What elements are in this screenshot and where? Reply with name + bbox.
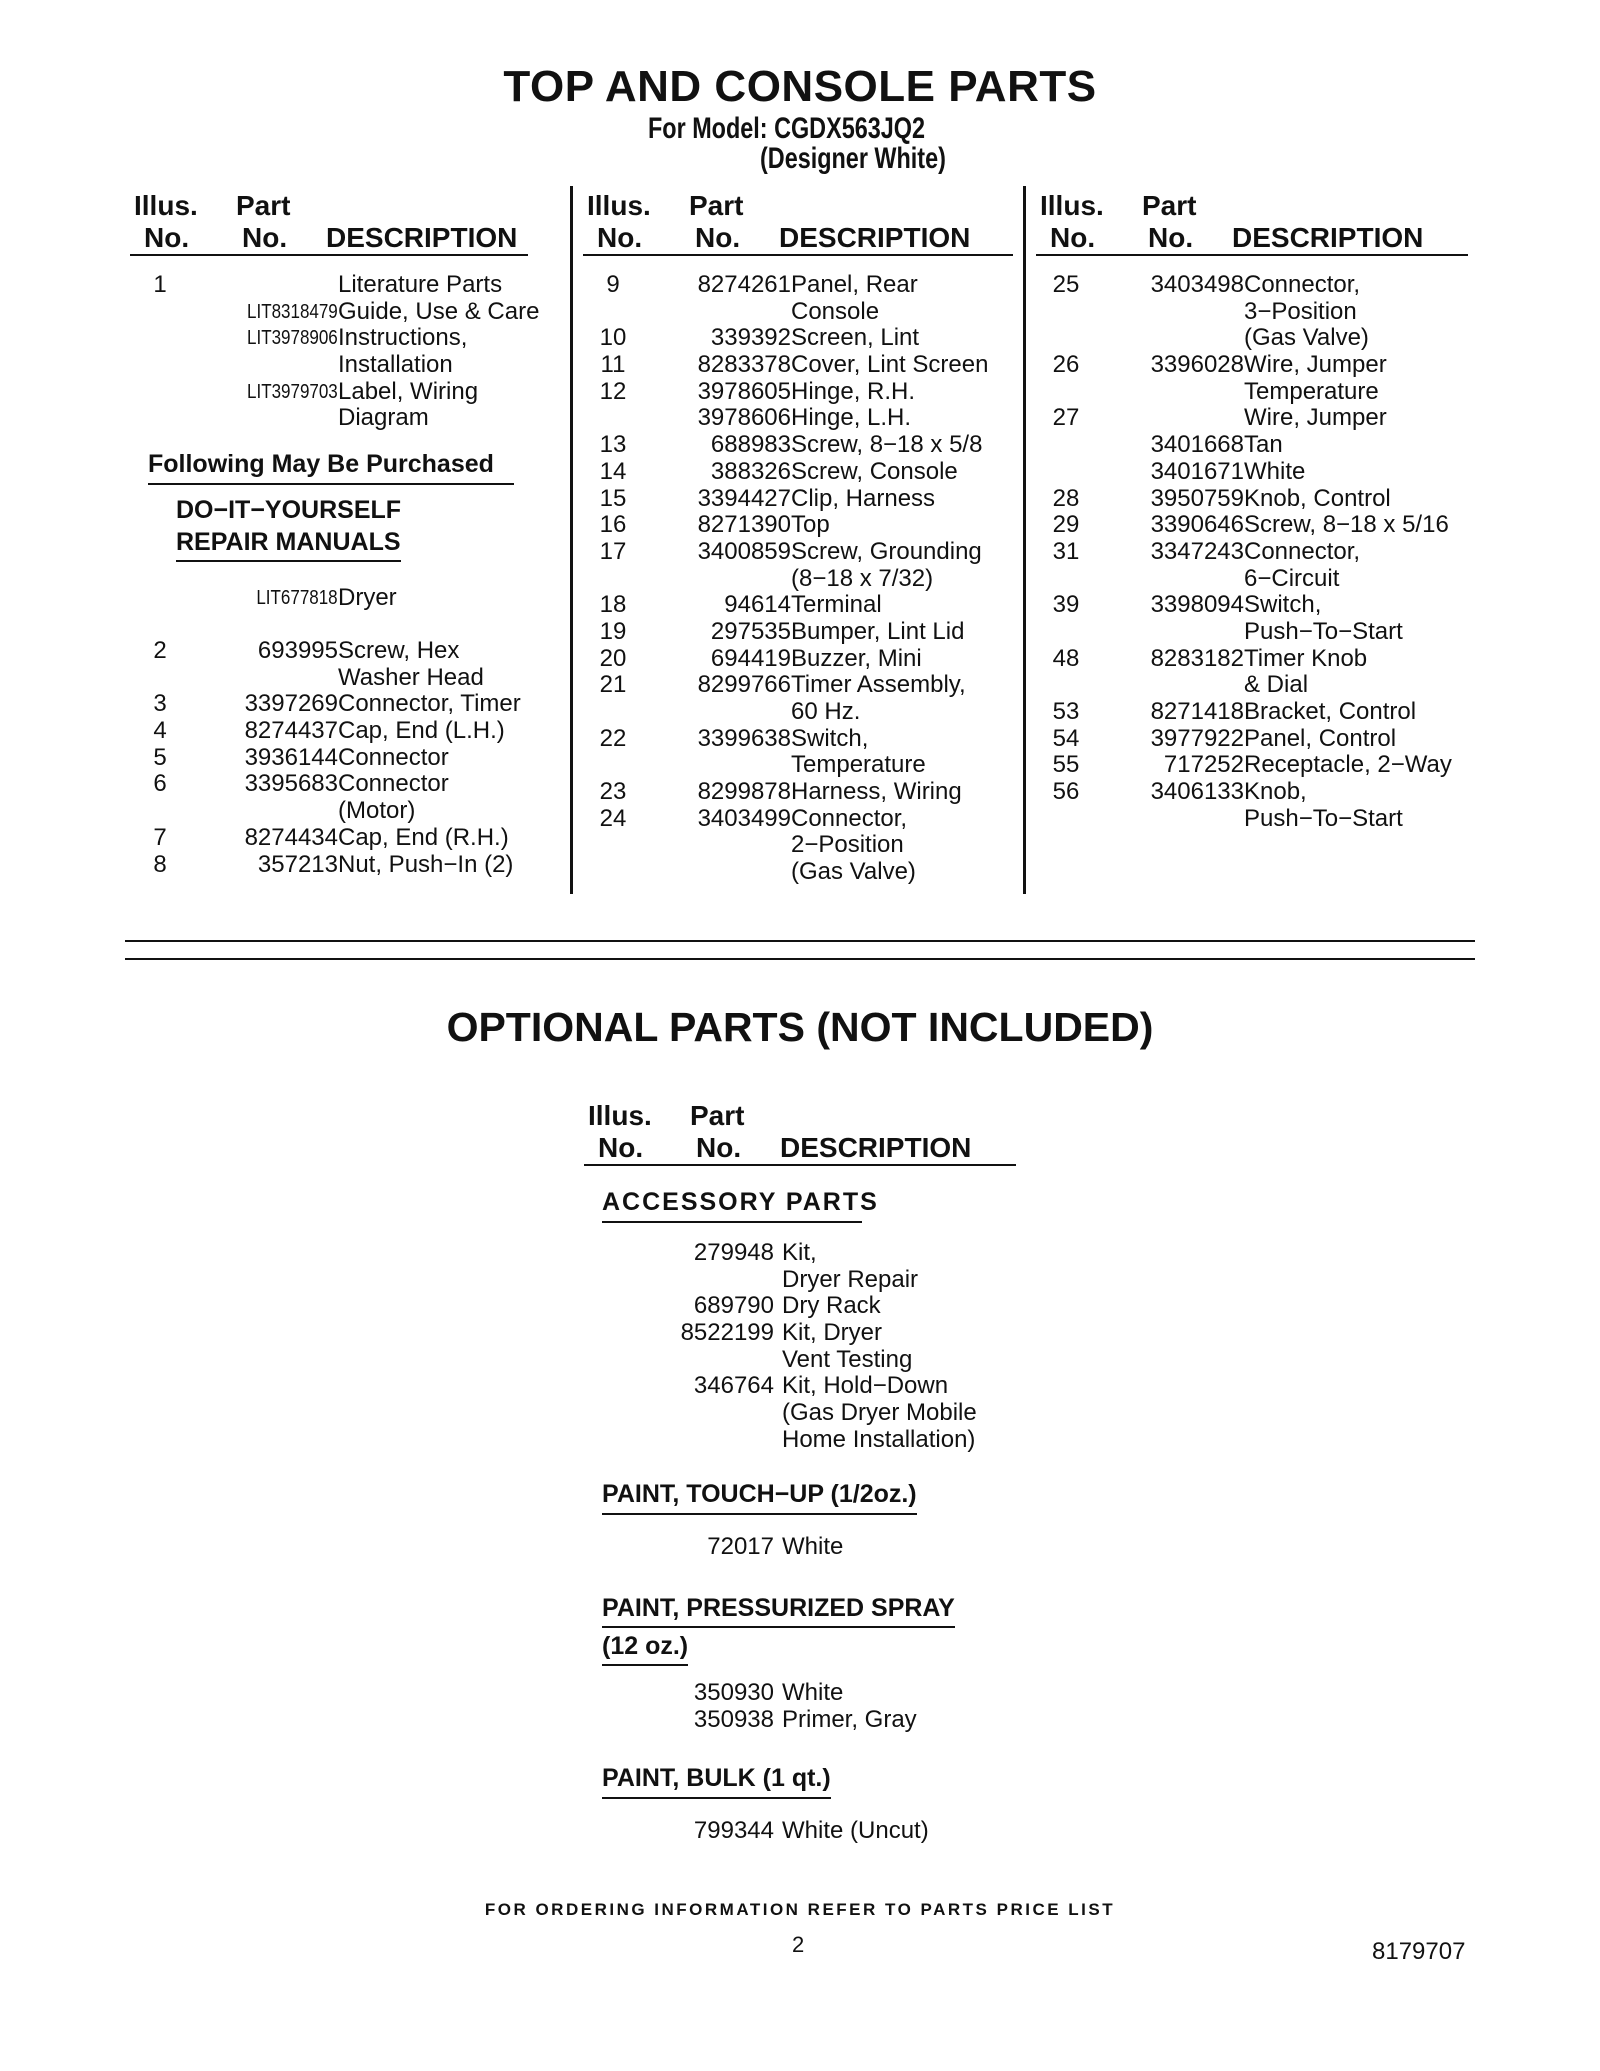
spray-heading-line2: (12 oz.) — [602, 1628, 688, 1666]
part-description: Vent Testing — [782, 1345, 913, 1373]
spray-heading-line1: PAINT, PRESSURIZED SPRAY — [602, 1590, 955, 1628]
header-part-no: No. — [1148, 222, 1194, 253]
part-description: Dryer — [338, 584, 397, 611]
part-description: White — [1244, 457, 1306, 485]
illus-number: 31 — [1052, 537, 1080, 565]
part-description: Washer Head — [338, 663, 484, 691]
part-number: 3390646 — [1150, 511, 1244, 539]
part-description: Tan — [1244, 431, 1283, 459]
table-row — [1036, 619, 1476, 646]
part-description: (8−18 x 7/32) — [791, 564, 934, 592]
part-description: Cap, End (L.H.) — [338, 717, 505, 745]
illus-number: 6 — [153, 770, 167, 798]
part-description: Connector — [338, 743, 449, 771]
part-number: 8274261 — [697, 271, 791, 298]
header-part-no: No. — [696, 1132, 742, 1163]
diy-heading — [176, 494, 401, 562]
table-row — [583, 566, 1023, 593]
part-description: Bracket, Control — [1244, 698, 1417, 725]
table-row — [1036, 299, 1476, 326]
part-description: Kit, — [782, 1239, 817, 1266]
illus-number: 39 — [1052, 591, 1080, 619]
part-number: 689790 — [693, 1292, 774, 1320]
header-part-no: No. — [242, 222, 288, 253]
part-number: 3977922 — [1150, 724, 1244, 752]
part-description: Panel, Rear — [791, 271, 918, 298]
header-description: DESCRIPTION — [326, 222, 518, 253]
table-row — [584, 1400, 1024, 1427]
table-row — [584, 1293, 1024, 1320]
illus-number: 19 — [599, 617, 627, 645]
illus-number: 5 — [153, 743, 167, 771]
part-description: Top — [791, 511, 830, 539]
part-number: 3406133 — [1150, 778, 1244, 806]
part-description: Instructions, — [338, 324, 468, 352]
part-number: 3978605 — [697, 377, 791, 405]
illus-number: 3 — [153, 690, 167, 718]
illus-number: 25 — [1052, 271, 1080, 298]
part-description: 2−Position — [791, 831, 904, 859]
table-row — [130, 325, 570, 352]
part-description: White — [782, 1679, 844, 1706]
part-description: Primer, Gray — [782, 1705, 917, 1733]
table-row — [130, 852, 570, 879]
illus-number: 48 — [1052, 644, 1080, 672]
part-description: Kit, Dryer — [782, 1319, 883, 1347]
table-row — [583, 486, 1023, 513]
table-row — [583, 352, 1023, 379]
header-part: Part — [236, 190, 291, 221]
part-description: (Motor) — [338, 797, 416, 825]
header-illus-no: No. — [1050, 222, 1096, 253]
part-number: 3401668 — [1150, 431, 1244, 459]
part-description: 60 Hz. — [791, 698, 861, 725]
header-description: DESCRIPTION — [780, 1132, 972, 1163]
table-row — [130, 585, 570, 612]
part-number: 8522199 — [680, 1319, 774, 1347]
part-description: Home Installation) — [782, 1425, 976, 1453]
col3-rows — [1036, 272, 1476, 832]
table-row — [130, 825, 570, 852]
part-description: Connector, — [791, 804, 908, 832]
table-row — [583, 539, 1023, 566]
illus-number: 54 — [1052, 724, 1080, 752]
header-illus-no: No. — [598, 1132, 644, 1163]
part-number: LIT3978906 — [247, 327, 338, 350]
table-row — [130, 691, 570, 718]
document-number: 8179707 — [1372, 1938, 1466, 1965]
column-header — [583, 186, 1013, 256]
table-row — [583, 405, 1023, 432]
part-number: 350938 — [693, 1705, 774, 1733]
table-row — [583, 726, 1023, 753]
optional-parts-table — [584, 1096, 1024, 1166]
part-description: Connector, — [1244, 271, 1361, 298]
column-divider-2 — [1023, 186, 1026, 894]
part-number: 297535 — [710, 617, 791, 645]
header-illus-no: No. — [144, 222, 190, 253]
part-description: (Gas Valve) — [1244, 324, 1369, 352]
part-description: Dryer Repair — [782, 1265, 919, 1293]
part-number: 8274437 — [244, 717, 338, 745]
table-row — [583, 299, 1023, 326]
column-divider-1 — [570, 186, 573, 894]
col2-rows — [583, 272, 1023, 886]
part-number: 8299766 — [697, 671, 791, 699]
illus-number: 11 — [600, 351, 626, 379]
part-number: 693995 — [257, 637, 338, 664]
illus-number: 55 — [1052, 751, 1080, 779]
table-row — [1036, 432, 1476, 459]
part-description: & Dial — [1244, 671, 1309, 699]
part-description: Connector — [338, 770, 449, 798]
table-row — [130, 771, 570, 798]
table-row — [1036, 512, 1476, 539]
header-illus: Illus. — [587, 190, 651, 221]
illus-number: 17 — [599, 537, 627, 565]
part-number: 3347243 — [1150, 537, 1244, 565]
illus-number: 29 — [1052, 511, 1080, 539]
part-description: Bumper, Lint Lid — [791, 617, 965, 645]
header-illus: Illus. — [588, 1100, 652, 1131]
part-number: 72017 — [707, 1533, 774, 1560]
part-number: 3398094 — [1150, 591, 1244, 619]
illus-number: 53 — [1052, 698, 1080, 725]
table-row — [1036, 646, 1476, 673]
part-description: Wire, Jumper — [1244, 351, 1387, 379]
header-part: Part — [689, 190, 744, 221]
column-header — [1036, 186, 1468, 256]
part-description: Screw, Grounding — [791, 537, 982, 565]
page-number: 2 — [792, 1932, 805, 1957]
part-number: 3936144 — [244, 743, 338, 771]
part-number: 339392 — [710, 324, 791, 352]
optional-parts-title — [0, 1004, 1600, 1051]
optional-title-text: OPTIONAL PARTS (NOT INCLUDED) — [446, 1004, 1154, 1050]
table-row — [130, 718, 570, 745]
part-description: Temperature — [1244, 377, 1379, 405]
part-number: 94614 — [724, 591, 791, 619]
table-row — [1036, 459, 1476, 486]
table-row — [130, 272, 570, 299]
column-header — [130, 186, 528, 256]
illus-number: 22 — [599, 724, 627, 752]
illus-number: 20 — [599, 644, 627, 672]
part-description: Wire, Jumper — [1244, 404, 1387, 432]
illus-number: 15 — [599, 484, 627, 512]
part-description: Dry Rack — [782, 1292, 881, 1320]
part-description: Knob, — [1244, 778, 1307, 806]
part-number: 717252 — [1163, 751, 1244, 779]
model-line: For Model: CGDX563JQ2 — [648, 112, 925, 145]
col1-manual-rows — [130, 585, 570, 612]
table-row — [584, 1680, 1024, 1707]
touchup-rows — [584, 1534, 1024, 1561]
part-number: LIT677818 — [256, 587, 338, 609]
table-row — [130, 798, 570, 825]
part-description: Clip, Harness — [791, 484, 936, 512]
table-row — [1036, 672, 1476, 699]
part-description: Timer Assembly, — [791, 671, 966, 699]
part-number: 350930 — [693, 1679, 774, 1706]
col1-literature-rows — [130, 272, 570, 432]
part-number: 3396028 — [1150, 351, 1244, 379]
table-row — [583, 832, 1023, 859]
parts-column-2 — [583, 186, 1013, 886]
section-divider-top — [125, 940, 1475, 942]
illus-number: 56 — [1052, 778, 1080, 806]
part-number: 3950759 — [1150, 484, 1244, 512]
part-description: Temperature — [791, 751, 926, 779]
table-row — [584, 1373, 1024, 1400]
part-number: 8271390 — [697, 511, 791, 539]
part-description: Terminal — [791, 591, 882, 619]
part-number: 8299878 — [697, 778, 791, 806]
part-description: Screw, Console — [791, 457, 958, 485]
table-row — [583, 325, 1023, 352]
part-description: Timer Knob — [1244, 644, 1368, 672]
table-row — [583, 379, 1023, 406]
header-illus: Illus. — [1040, 190, 1104, 221]
illus-number: 23 — [599, 778, 627, 806]
part-number: 357213 — [257, 850, 338, 878]
table-row — [130, 352, 570, 379]
table-row — [584, 1267, 1024, 1294]
spray-rows — [584, 1680, 1024, 1733]
part-description: Push−To−Start — [1244, 617, 1403, 645]
table-row — [583, 432, 1023, 459]
part-description: Switch, — [791, 724, 869, 752]
table-row — [1036, 566, 1476, 593]
part-description: Push−To−Start — [1244, 804, 1403, 832]
part-number: 388326 — [710, 457, 791, 485]
purchase-heading: Following May Be Purchased — [148, 450, 514, 485]
part-description: Receptacle, 2−Way — [1244, 751, 1452, 779]
part-description: 6−Circuit — [1244, 564, 1340, 592]
table-row — [583, 619, 1023, 646]
part-description: (Gas Dryer Mobile — [782, 1399, 977, 1427]
table-row — [583, 859, 1023, 886]
header-part: Part — [1142, 190, 1197, 221]
part-description: Connector, Timer — [338, 690, 521, 718]
part-description: Switch, — [1244, 591, 1322, 619]
part-description: Installation — [338, 351, 453, 379]
table-row — [1036, 352, 1476, 379]
part-number: LIT3979703 — [247, 380, 338, 403]
part-description: Buzzer, Mini — [791, 644, 922, 672]
spray-heading — [602, 1590, 955, 1666]
header-part-no: No. — [695, 222, 741, 253]
table-row — [1036, 752, 1476, 779]
part-description: Hinge, L.H. — [791, 404, 912, 432]
part-description: White (Uncut) — [782, 1817, 929, 1844]
table-row — [584, 1534, 1024, 1561]
illus-number: 28 — [1052, 484, 1080, 512]
part-description: Hinge, R.H. — [791, 377, 916, 405]
bulk-rows — [584, 1818, 1024, 1845]
optional-column-header — [584, 1096, 1016, 1166]
page-title: TOP AND CONSOLE PARTS — [503, 62, 1097, 111]
part-description: Literature Parts — [338, 271, 503, 298]
part-number: 3401671 — [1150, 457, 1244, 485]
header-part: Part — [690, 1100, 745, 1131]
table-row — [1036, 405, 1476, 432]
part-number: 3399638 — [697, 724, 791, 752]
part-number: 8283182 — [1150, 644, 1244, 672]
table-row — [584, 1818, 1024, 1845]
part-description: Cover, Lint Screen — [791, 351, 989, 379]
part-description: Screw, 8−18 x 5/8 — [791, 431, 983, 459]
table-row — [130, 665, 570, 692]
part-number: LIT8318479 — [247, 300, 338, 323]
table-row — [584, 1707, 1024, 1734]
part-description: Screw, Hex — [338, 637, 460, 664]
illus-number: 26 — [1052, 351, 1080, 379]
part-description: 3−Position — [1244, 297, 1357, 325]
illus-number: 4 — [153, 717, 167, 745]
table-row — [1036, 325, 1476, 352]
table-row — [583, 779, 1023, 806]
illus-number: 13 — [599, 431, 627, 459]
table-row — [583, 592, 1023, 619]
table-row — [584, 1347, 1024, 1374]
part-number: 688983 — [710, 431, 791, 459]
part-number: 8271418 — [1150, 698, 1244, 725]
illus-number: 9 — [606, 271, 620, 298]
parts-column-1 — [130, 186, 560, 432]
part-description: (Gas Valve) — [791, 858, 916, 886]
part-description: White — [782, 1533, 844, 1560]
part-description: Diagram — [338, 404, 429, 432]
part-number: 3395683 — [244, 770, 338, 798]
part-description: Console — [791, 297, 880, 325]
table-row — [584, 1320, 1024, 1347]
table-row — [583, 806, 1023, 833]
illus-number: 18 — [599, 591, 627, 619]
accessory-rows — [584, 1240, 1024, 1454]
part-number: 3397269 — [244, 690, 338, 718]
part-description: Connector, — [1244, 537, 1361, 565]
parts-column-3 — [1036, 186, 1466, 832]
table-row — [1036, 379, 1476, 406]
part-description: Label, Wiring — [338, 377, 479, 405]
header-description: DESCRIPTION — [1232, 222, 1424, 253]
table-row — [130, 745, 570, 772]
part-description: Knob, Control — [1244, 484, 1391, 512]
part-description: Cap, End (R.H.) — [338, 823, 509, 851]
part-number: 3394427 — [697, 484, 791, 512]
illus-number: 2 — [153, 637, 167, 664]
table-row — [1036, 806, 1476, 833]
model-color: (Designer White) — [760, 142, 946, 175]
illus-number: 16 — [599, 511, 627, 539]
part-number: 346764 — [693, 1372, 774, 1400]
table-row — [1036, 592, 1476, 619]
part-description: Guide, Use & Care — [338, 297, 540, 325]
header-description: DESCRIPTION — [779, 222, 971, 253]
header-illus-no: No. — [597, 222, 643, 253]
table-row — [584, 1240, 1024, 1267]
illus-number: 7 — [153, 823, 167, 851]
table-row — [583, 459, 1023, 486]
illus-number: 21 — [599, 671, 627, 699]
section-divider-bottom — [125, 958, 1475, 960]
table-row — [130, 299, 570, 326]
table-row — [583, 752, 1023, 779]
table-row — [1036, 699, 1476, 726]
part-number: 3403499 — [697, 804, 791, 832]
bulk-heading: PAINT, BULK (1 qt.) — [602, 1764, 831, 1799]
illus-number: 1 — [153, 271, 167, 298]
table-row — [1036, 272, 1476, 299]
part-number: 3400859 — [697, 537, 791, 565]
table-row — [1036, 779, 1476, 806]
table-row — [130, 405, 570, 432]
table-row — [583, 699, 1023, 726]
table-row — [1036, 726, 1476, 753]
table-row — [1036, 539, 1476, 566]
table-row — [583, 272, 1023, 299]
part-description: Harness, Wiring — [791, 778, 962, 806]
part-number: 8274434 — [244, 823, 338, 851]
table-row — [583, 512, 1023, 539]
part-number: 799344 — [693, 1817, 774, 1844]
col1-parts-rows — [130, 638, 570, 878]
table-row — [1036, 486, 1476, 513]
part-number: 3403498 — [1150, 271, 1244, 298]
illus-number: 10 — [599, 324, 627, 352]
illus-number: 14 — [599, 457, 627, 485]
part-number: 694419 — [710, 644, 791, 672]
touchup-heading: PAINT, TOUCH−UP (1/2oz.) — [602, 1480, 917, 1515]
part-description: Screen, Lint — [791, 324, 920, 352]
ordering-info: FOR ORDERING INFORMATION REFER TO PARTS PRICE LIST — [484, 1900, 1116, 1919]
diy-heading-line2: REPAIR MANUALS — [176, 528, 401, 556]
table-row — [583, 672, 1023, 699]
header-illus: Illus. — [134, 190, 198, 221]
table-row — [130, 379, 570, 406]
part-description: Panel, Control — [1244, 724, 1397, 752]
part-description: Kit, Hold−Down — [782, 1372, 949, 1400]
accessory-heading: ACCESSORY PARTS — [602, 1188, 862, 1223]
table-row — [130, 638, 570, 665]
part-number: 279948 — [693, 1239, 774, 1266]
diy-heading-line1: DO−IT−YOURSELF — [176, 496, 402, 524]
part-number: 3978606 — [697, 404, 791, 432]
illus-number: 27 — [1052, 404, 1080, 432]
table-row — [584, 1427, 1024, 1454]
part-description: Nut, Push−In (2) — [338, 850, 514, 878]
table-row — [583, 646, 1023, 673]
part-number: 8283378 — [697, 351, 791, 379]
illus-number: 8 — [153, 850, 167, 878]
illus-number: 12 — [599, 377, 627, 405]
part-description: Screw, 8−18 x 5/16 — [1244, 511, 1449, 539]
illus-number: 24 — [599, 804, 627, 832]
